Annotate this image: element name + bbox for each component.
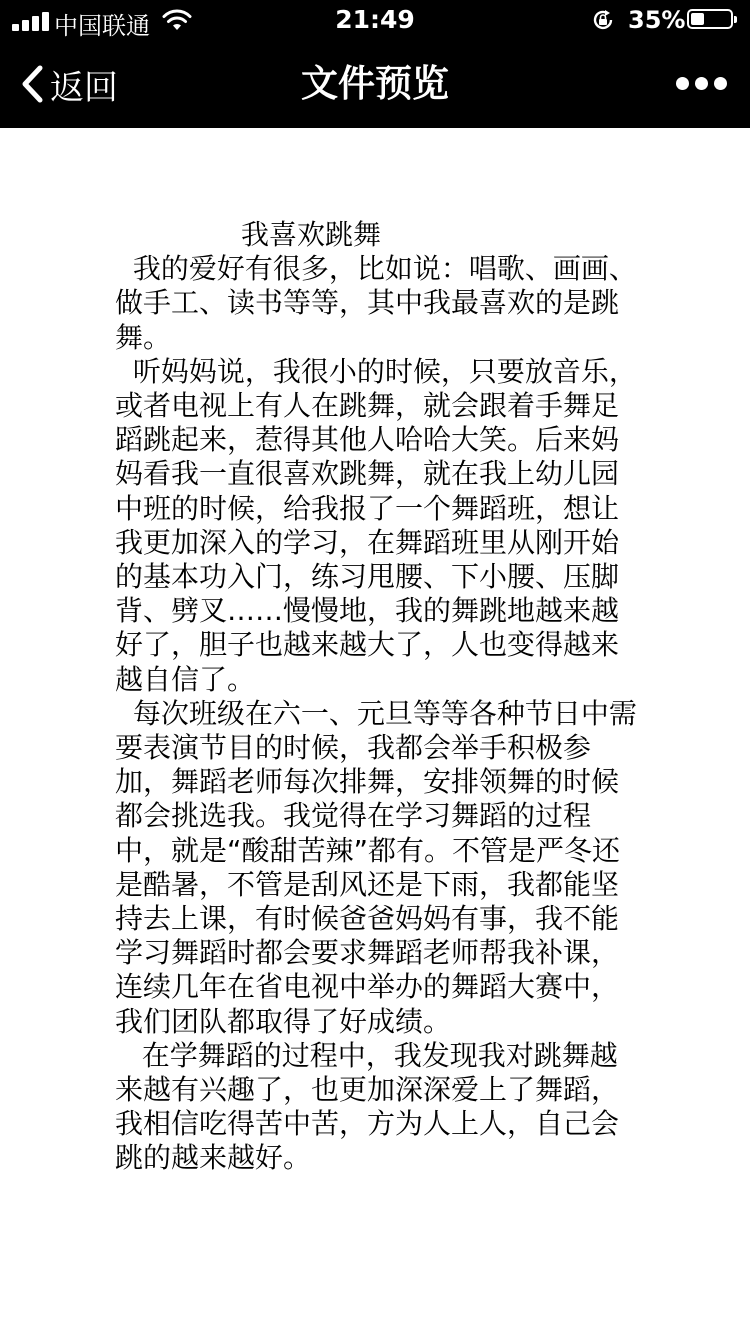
document-paragraph: 在学舞蹈的过程中，我发现我对跳舞越来越有兴趣了，也更加深深爱上了舞蹈，我相信吃得苦中苦，方为人上人，自己会跳的越来越好。 (115, 1038, 620, 1175)
document-paragraph: 我的爱好有很多，比如说：唱歌、画画、做手工、读书等等，其中我最喜欢的是跳舞。 (115, 252, 637, 354)
rotation-lock-icon (592, 9, 614, 31)
back-label: 返回 (50, 67, 118, 108)
status-bar (0, 0, 750, 40)
more-horizontal-icon (676, 77, 689, 90)
page-title: 文件预览 (301, 62, 449, 105)
status-time: 21:49 (335, 5, 415, 34)
carrier-name: 中国联通 (54, 12, 150, 40)
document-paragraph: 听妈妈说，我很小的时候，只要放音乐，或者电视上有人在跳舞，就会跟着手舞足蹈跳起来，惹得其他人哈哈大笑。后来妈妈看我一直很喜欢跳舞，就在我上幼儿园中班的时候，给我报了一个舞蹈班，想让我更加深入的学习，在舞蹈班里从刚开始的基本功入门，练习甩腰、下小腰、压脚背、劈叉……慢慢地，我的舞跳地越来越好了，胆子也越来越大了，人也变得越来越自信了。 (115, 354, 637, 696)
battery-percentage: 35% (628, 6, 686, 34)
more-options-button[interactable] (672, 70, 728, 98)
document-paragraph: 每次班级在六一、元旦等等各种节日中需要表演节目的时候，我都会举手积极参加，舞蹈老师每次排舞，安排领舞的时候都会挑选我。我觉得在学习舞蹈的过程中，就是“酸甜苦辣”都有。不管是严冬还是酷暑，不管是刮风还是下雨，我都能坚持去上课，有时候爸爸妈妈有事，我不能学习舞蹈时都会要求舞蹈老师帮我补课，连续几年在省电视中举办的舞蹈大赛中，我们团队都取得了好成绩。 (115, 696, 637, 1038)
battery-icon (687, 9, 733, 29)
top-bar (0, 0, 750, 128)
document-preview (115, 218, 640, 1176)
document-title: 我喜欢跳舞 (241, 218, 382, 251)
battery-level-fill (691, 13, 704, 25)
